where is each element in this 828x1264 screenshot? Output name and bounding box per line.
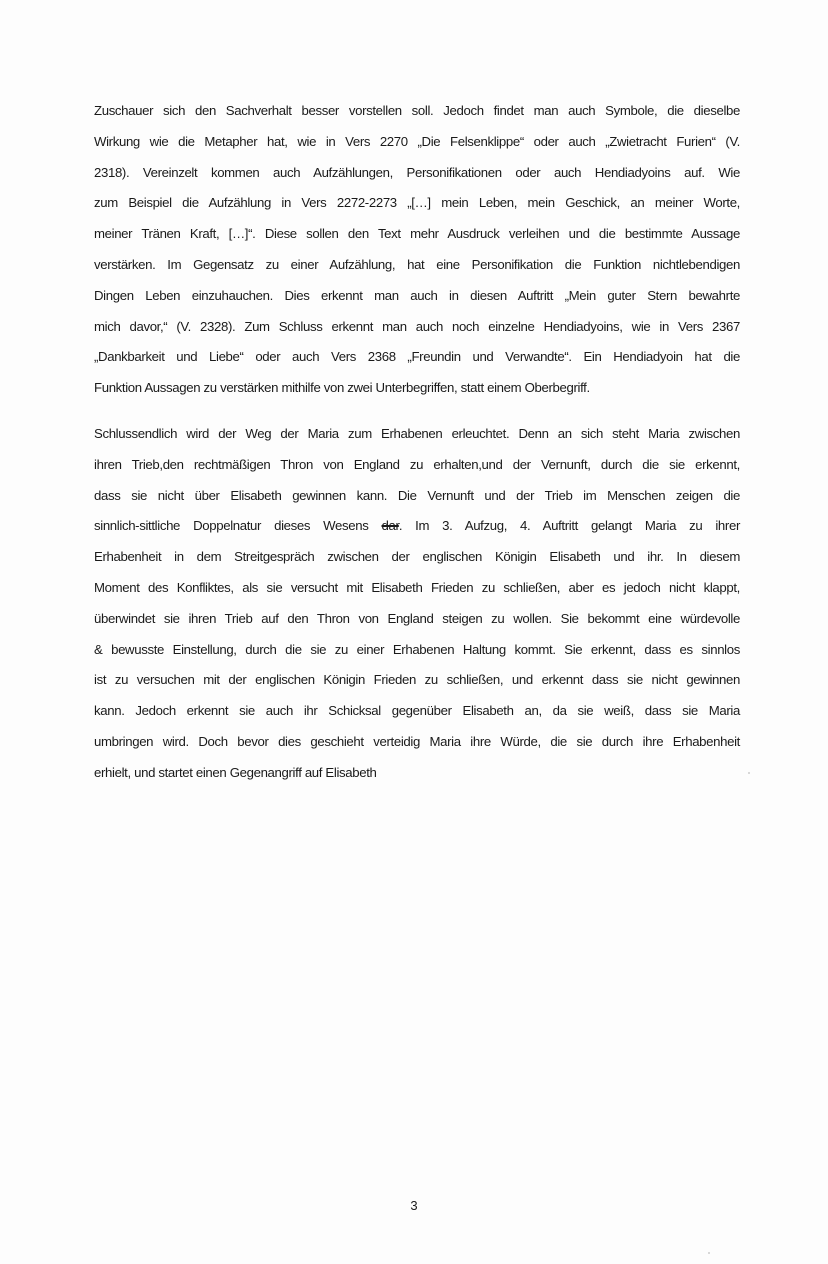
text-line: Wirkung wie die Metapher hat, wie in Vers 2270 „Die Felsenklippe“ oder auch „Zwietracht Furien“ (V. bbox=[94, 133, 740, 149]
text-line: Funktion Aussagen zu verstärken mithilfe von zwei Unterbegriffen, statt einem Oberbegriff. bbox=[94, 380, 590, 396]
text-line: überwindet sie ihren Trieb auf den Thron von England steigen zu wollen. Sie bekommt eine würdevolle bbox=[94, 610, 740, 626]
paragraph-stylistic-devices bbox=[94, 96, 740, 404]
text-line: Moment des Konfliktes, als sie versucht mit Elisabeth Frieden zu schließen, aber es jedoch nicht klappt, bbox=[94, 579, 740, 595]
text-line: erhielt, und startet einen Gegenangriff auf Elisabeth bbox=[94, 764, 377, 780]
text-line: verstärken. Im Gegensatz zu einer Aufzählung, hat eine Personifikation die Funktion nichtlebendigen bbox=[94, 256, 740, 272]
text-line: ihren Trieb,den rechtmäßigen Thron von England zu erhalten,und der Vernunft, durch die sie erkennt, bbox=[94, 456, 740, 472]
text-line: dass sie nicht über Elisabeth gewinnen kann. Die Vernunft und der Trieb im Menschen zeigen die bbox=[94, 487, 740, 503]
text-line: Erhabenheit in dem Streitgespräch zwischen der englischen Königin Elisabeth und ihr. In diesem bbox=[94, 549, 740, 565]
scan-speck bbox=[708, 1252, 710, 1254]
text-segment: sinnlich-sittliche Doppelnatur dieses Wesens bbox=[94, 518, 369, 534]
text-line: mich davor,“ (V. 2328). Zum Schluss erkennt man auch noch einzelne Hendiadyoins, wie in Vers 2367 bbox=[94, 318, 740, 334]
text-line-with-strikethrough bbox=[94, 511, 740, 542]
text-line: zum Beispiel die Aufzählung in Vers 2272-2273 „[…] mein Leben, mein Geschick, an meiner Worte, bbox=[94, 195, 740, 211]
text-line: 2318). Vereinzelt kommen auch Aufzählungen, Personifikationen oder auch Hendiadyoins auf. Wie bbox=[94, 164, 740, 180]
text-line: umbringen wird. Doch bevor dies geschieht verteidig Maria ihre Würde, die sie durch ihre Erhabenheit bbox=[94, 733, 740, 749]
text-line: Zuschauer sich den Sachverhalt besser vorstellen soll. Jedoch findet man auch Symbole, die dieselbe bbox=[94, 103, 740, 118]
scan-speck bbox=[748, 772, 750, 774]
text-line: ist zu versuchen mit der englischen Königin Frieden zu schließen, und erkennt dass sie nicht gewinnen bbox=[94, 672, 740, 688]
text-line: kann. Jedoch erkennt sie auch ihr Schicksal gegenüber Elisabeth an, da sie weiß, dass sie Maria bbox=[94, 703, 740, 719]
text-segment: . Im 3. Aufzug, 4. Auftritt gelangt Maria zu ihrer bbox=[398, 518, 740, 534]
text-line: „Dankbarkeit und Liebe“ oder auch Vers 2368 „Freundin und Verwandte“. Ein Hendiadyoin hat die bbox=[94, 349, 740, 365]
text-line: Schlussendlich wird der Weg der Maria zum Erhabenen erleuchtet. Denn an sich steht Maria zwischen bbox=[94, 426, 740, 441]
page-number: 3 bbox=[410, 1198, 418, 1213]
paragraph-sublime bbox=[94, 419, 740, 789]
text-line: Dingen Leben einzuhauchen. Dies erkennt man auch in diesen Auftritt „Mein guter Stern bewahrte bbox=[94, 287, 740, 303]
struck-word: dar bbox=[381, 518, 399, 534]
text-line: meiner Tränen Kraft, […]“. Diese sollen den Text mehr Ausdruck verleihen und die bestimmte Aussage bbox=[94, 226, 740, 242]
text-line: & bewusste Einstellung, durch die sie zu einer Erhabenen Haltung kommt. Sie erkennt, dass es sinnlos bbox=[94, 641, 740, 657]
